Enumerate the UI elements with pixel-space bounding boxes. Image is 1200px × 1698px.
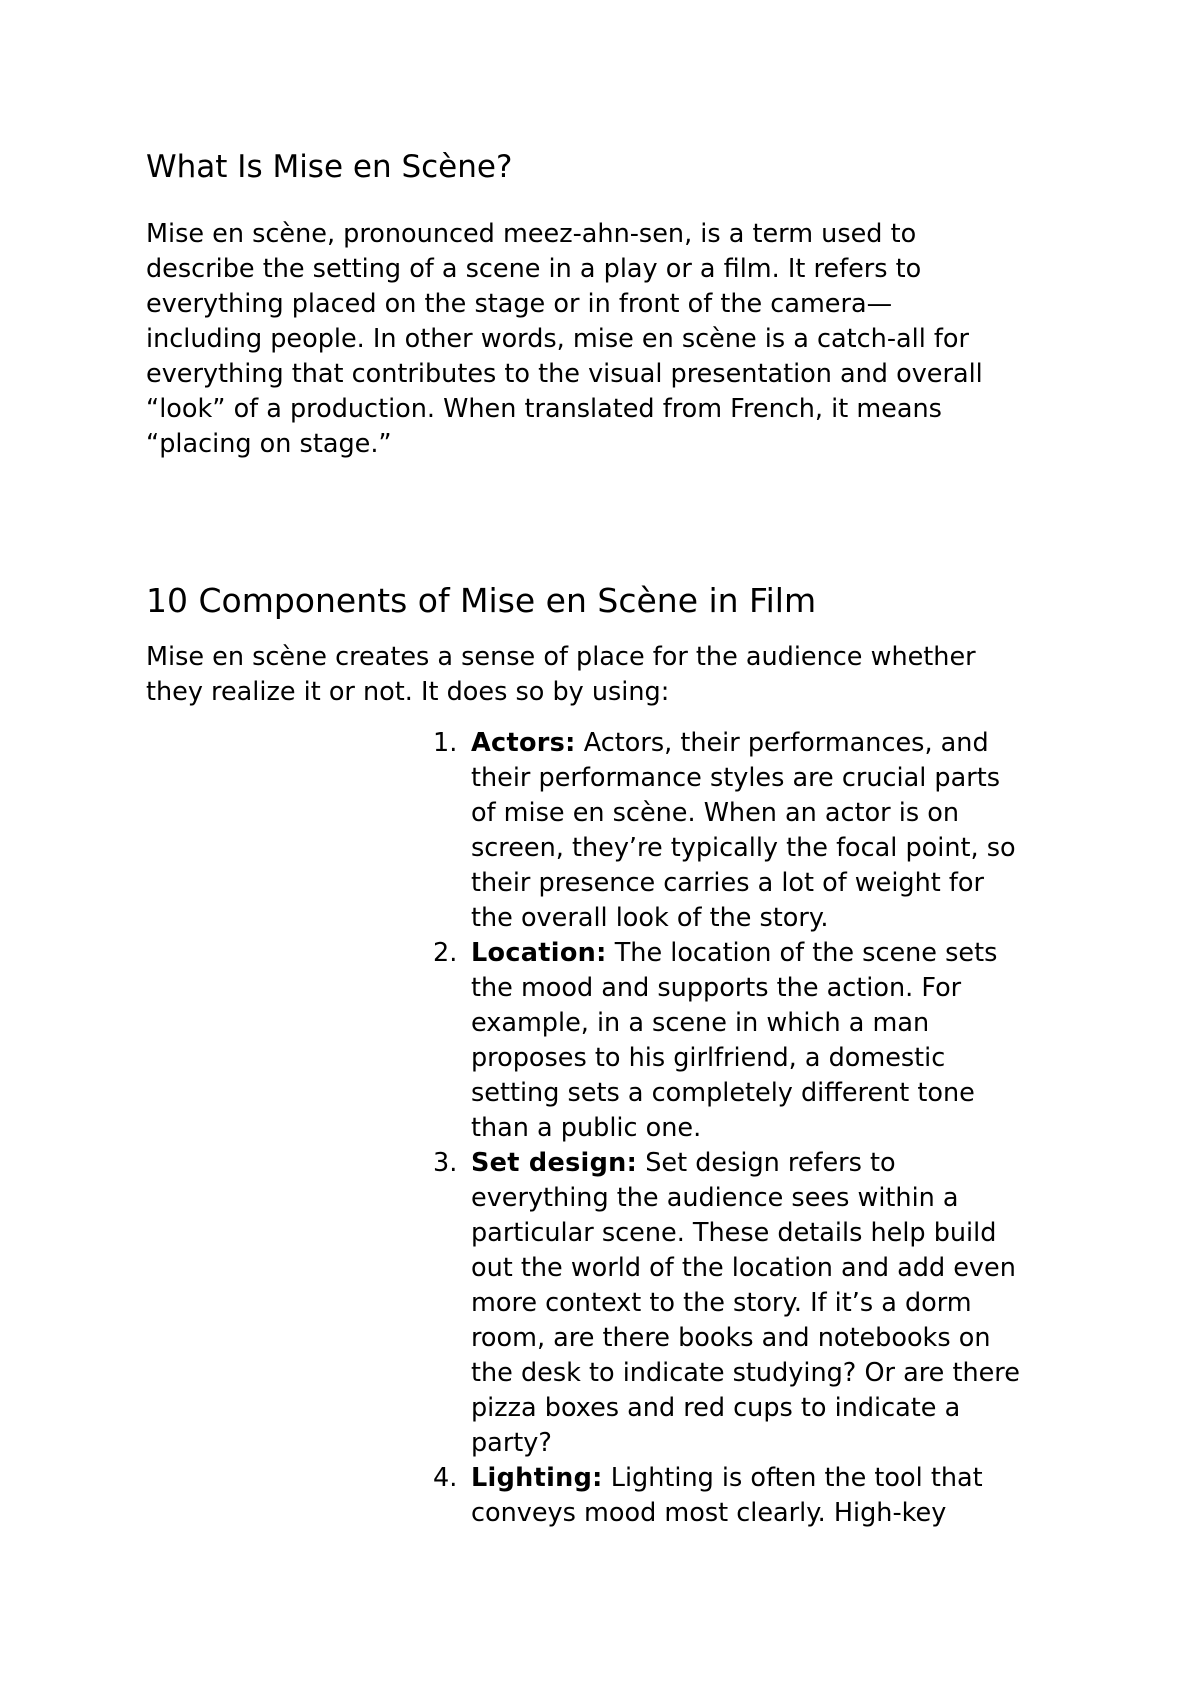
list-item-line: their performance styles are crucial parts bbox=[471, 763, 1000, 793]
list-item-line: room, are there books and notebooks on bbox=[471, 1323, 991, 1353]
list-item-line: proposes to his girlfriend, a domestic bbox=[471, 1043, 946, 1073]
list-item-line: party? bbox=[471, 1428, 552, 1458]
list-item-text: The location of the scene sets bbox=[606, 938, 998, 968]
list-item-number: 1. bbox=[433, 728, 458, 758]
list-item-first-line bbox=[471, 936, 1020, 971]
list-item-text: Lighting is often the tool that bbox=[602, 1463, 983, 1493]
list-item bbox=[433, 1146, 1020, 1461]
paragraph-line: describe the setting of a scene in a play or a film. It refers to bbox=[146, 254, 922, 284]
paragraph-line: including people. In other words, mise en scène is a catch-all for bbox=[146, 324, 969, 354]
paragraph-line: everything that contributes to the visual presentation and overall bbox=[146, 359, 983, 389]
list-item-first-line bbox=[471, 1146, 1020, 1181]
section-heading-components: 10 Components of Mise en Scène in Film bbox=[146, 581, 817, 620]
list-item bbox=[433, 1461, 1020, 1531]
list-item-line: conveys mood most clearly. High-key bbox=[471, 1498, 947, 1528]
list-item-term: Actors: bbox=[471, 728, 576, 758]
list-item-line: more context to the story. If it’s a dorm bbox=[471, 1288, 972, 1318]
list-item-line: screen, they’re typically the focal point, so bbox=[471, 833, 1016, 863]
list-item-line: example, in a scene in which a man bbox=[471, 1008, 930, 1038]
list-item-first-line bbox=[471, 1461, 1020, 1496]
paragraph-line: everything placed on the stage or in front of the camera— bbox=[146, 289, 893, 319]
list-item-line: the desk to indicate studying? Or are there bbox=[471, 1358, 1020, 1388]
paragraph-line: Mise en scène, pronounced meez-ahn-sen, is a term used to bbox=[146, 219, 917, 249]
list-item-line: out the world of the location and add even bbox=[471, 1253, 1016, 1283]
paragraph-line: they realize it or not. It does so by using: bbox=[146, 677, 670, 707]
list-item-line: the mood and supports the action. For bbox=[471, 973, 962, 1003]
list-item-line: particular scene. These details help build bbox=[471, 1218, 997, 1248]
list-item bbox=[433, 936, 1020, 1146]
list-item-text: Actors, their performances, and bbox=[575, 728, 989, 758]
list-item-term: Lighting: bbox=[471, 1463, 603, 1493]
list-item bbox=[433, 726, 1020, 936]
list-item-term: Location: bbox=[471, 938, 607, 968]
list-item-line: than a public one. bbox=[471, 1113, 702, 1143]
components-list bbox=[433, 726, 1020, 1531]
list-item-number: 3. bbox=[433, 1148, 458, 1178]
intro-paragraph bbox=[146, 640, 976, 710]
list-item-line: everything the audience sees within a bbox=[471, 1183, 959, 1213]
definition-paragraph bbox=[146, 217, 983, 462]
list-item-line: of mise en scène. When an actor is on bbox=[471, 798, 959, 828]
section-heading-what-is: What Is Mise en Scène? bbox=[146, 149, 513, 185]
list-item-text: Set design refers to bbox=[637, 1148, 896, 1178]
list-item-number: 2. bbox=[433, 938, 458, 968]
paragraph-line: “look” of a production. When translated from French, it means bbox=[146, 394, 942, 424]
list-item-term: Set design: bbox=[471, 1148, 638, 1178]
list-item-line: setting sets a completely different tone bbox=[471, 1078, 975, 1108]
list-item-line: the overall look of the story. bbox=[471, 903, 829, 933]
paragraph-line: Mise en scène creates a sense of place for the audience whether bbox=[146, 642, 976, 672]
paragraph-line: “placing on stage.” bbox=[146, 429, 392, 459]
list-item-number: 4. bbox=[433, 1463, 458, 1493]
list-item-line: pizza boxes and red cups to indicate a bbox=[471, 1393, 961, 1423]
list-item-first-line bbox=[471, 726, 1020, 761]
list-item-line: their presence carries a lot of weight for bbox=[471, 868, 984, 898]
